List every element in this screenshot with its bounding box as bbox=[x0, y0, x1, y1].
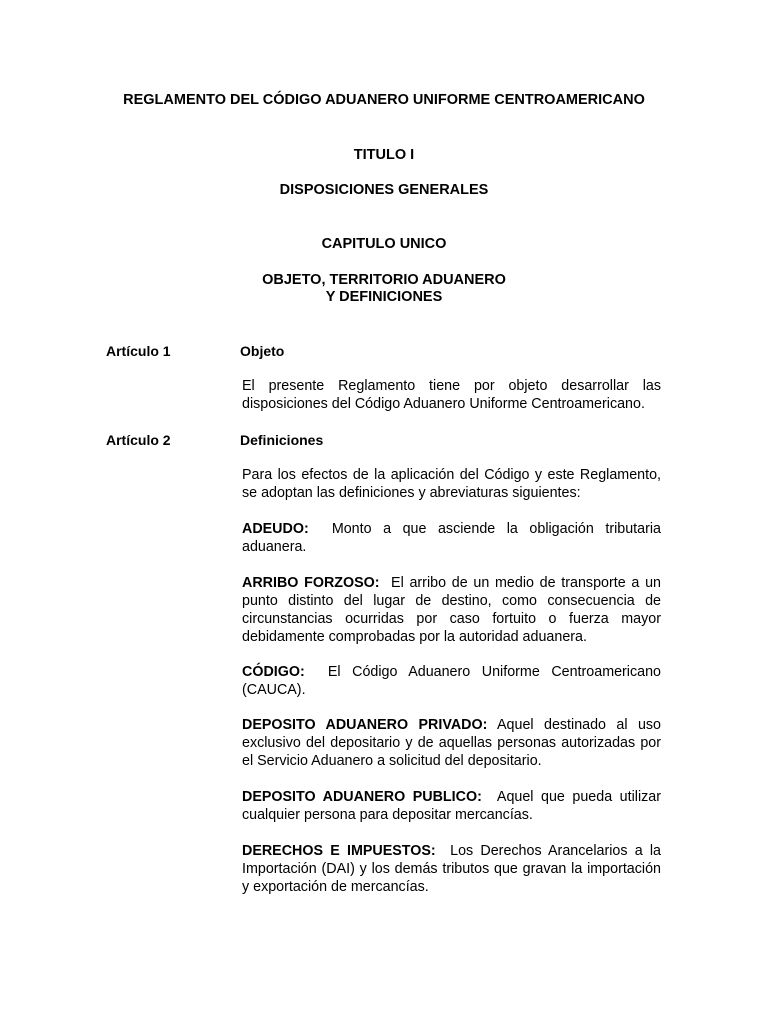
article-2-label: Artículo 2 bbox=[106, 432, 171, 448]
definition-text: El Código Aduanero Uniforme Centroamericano (CAUCA). bbox=[242, 664, 661, 698]
article-1-title: Objeto bbox=[240, 343, 285, 359]
article-1-label: Artículo 1 bbox=[106, 343, 171, 359]
definition-term: ADEUDO: bbox=[242, 521, 309, 537]
titulo-name: DISPOSICIONES GENERALES bbox=[279, 182, 489, 198]
definition-adeudo bbox=[242, 520, 661, 556]
capitulo-name bbox=[0, 272, 768, 306]
definition-deposito-publico bbox=[242, 788, 661, 824]
capitulo-name-line1: OBJETO, TERRITORIO ADUANERO bbox=[262, 272, 506, 288]
titulo-heading: TITULO I bbox=[353, 147, 415, 163]
definition-deposito-privado bbox=[242, 716, 661, 770]
definition-text: El arribo de un medio de transporte a un punto distinto del lugar de destino, como consecuencia de circunstancias ocurridas por caso fortuito o fuerza mayor debidamente comprobadas por la autoridad aduanera. bbox=[242, 575, 661, 645]
article-2-intro: Para los efectos de la aplicación del Código y este Reglamento, se adoptan las definiciones y abreviaturas siguientes: bbox=[242, 467, 661, 501]
document-title: REGLAMENTO DEL CÓDIGO ADUANERO UNIFORME CENTROAMERICANO bbox=[123, 92, 645, 108]
definition-term: DERECHOS E IMPUESTOS: bbox=[242, 843, 436, 859]
article-2-title: Definiciones bbox=[240, 432, 324, 448]
definition-term: CÓDIGO: bbox=[242, 664, 305, 680]
definition-text: Monto a que asciende la obligación tributaria aduanera. bbox=[242, 521, 661, 555]
article-1-text: El presente Reglamento tiene por objeto desarrollar las disposiciones del Código Aduanero Uniforme Centroamericano. bbox=[242, 378, 661, 412]
definition-codigo bbox=[242, 663, 661, 699]
definition-term: DEPOSITO ADUANERO PUBLICO: bbox=[242, 789, 482, 805]
definition-text: Los Derechos Arancelarios a la Importación (DAI) y los demás tributos que gravan la importación y exportación de mercancías. bbox=[242, 843, 661, 895]
definition-derechos-impuestos bbox=[242, 842, 661, 896]
capitulo-name-line2: Y DEFINICIONES bbox=[325, 289, 443, 305]
definition-text: Aquel que pueda utilizar cualquier persona para depositar mercancías. bbox=[242, 789, 661, 823]
definition-arribo-forzoso bbox=[242, 574, 661, 646]
definition-text: Aquel destinado al uso exclusivo del depositario y de aquellas personas autorizadas por el Servicio Aduanero a solicitud del depositario. bbox=[242, 717, 662, 769]
definition-term: DEPOSITO ADUANERO PRIVADO: bbox=[242, 717, 488, 733]
definition-term: ARRIBO FORZOSO: bbox=[242, 575, 380, 591]
capitulo-heading: CAPITULO UNICO bbox=[321, 236, 447, 252]
